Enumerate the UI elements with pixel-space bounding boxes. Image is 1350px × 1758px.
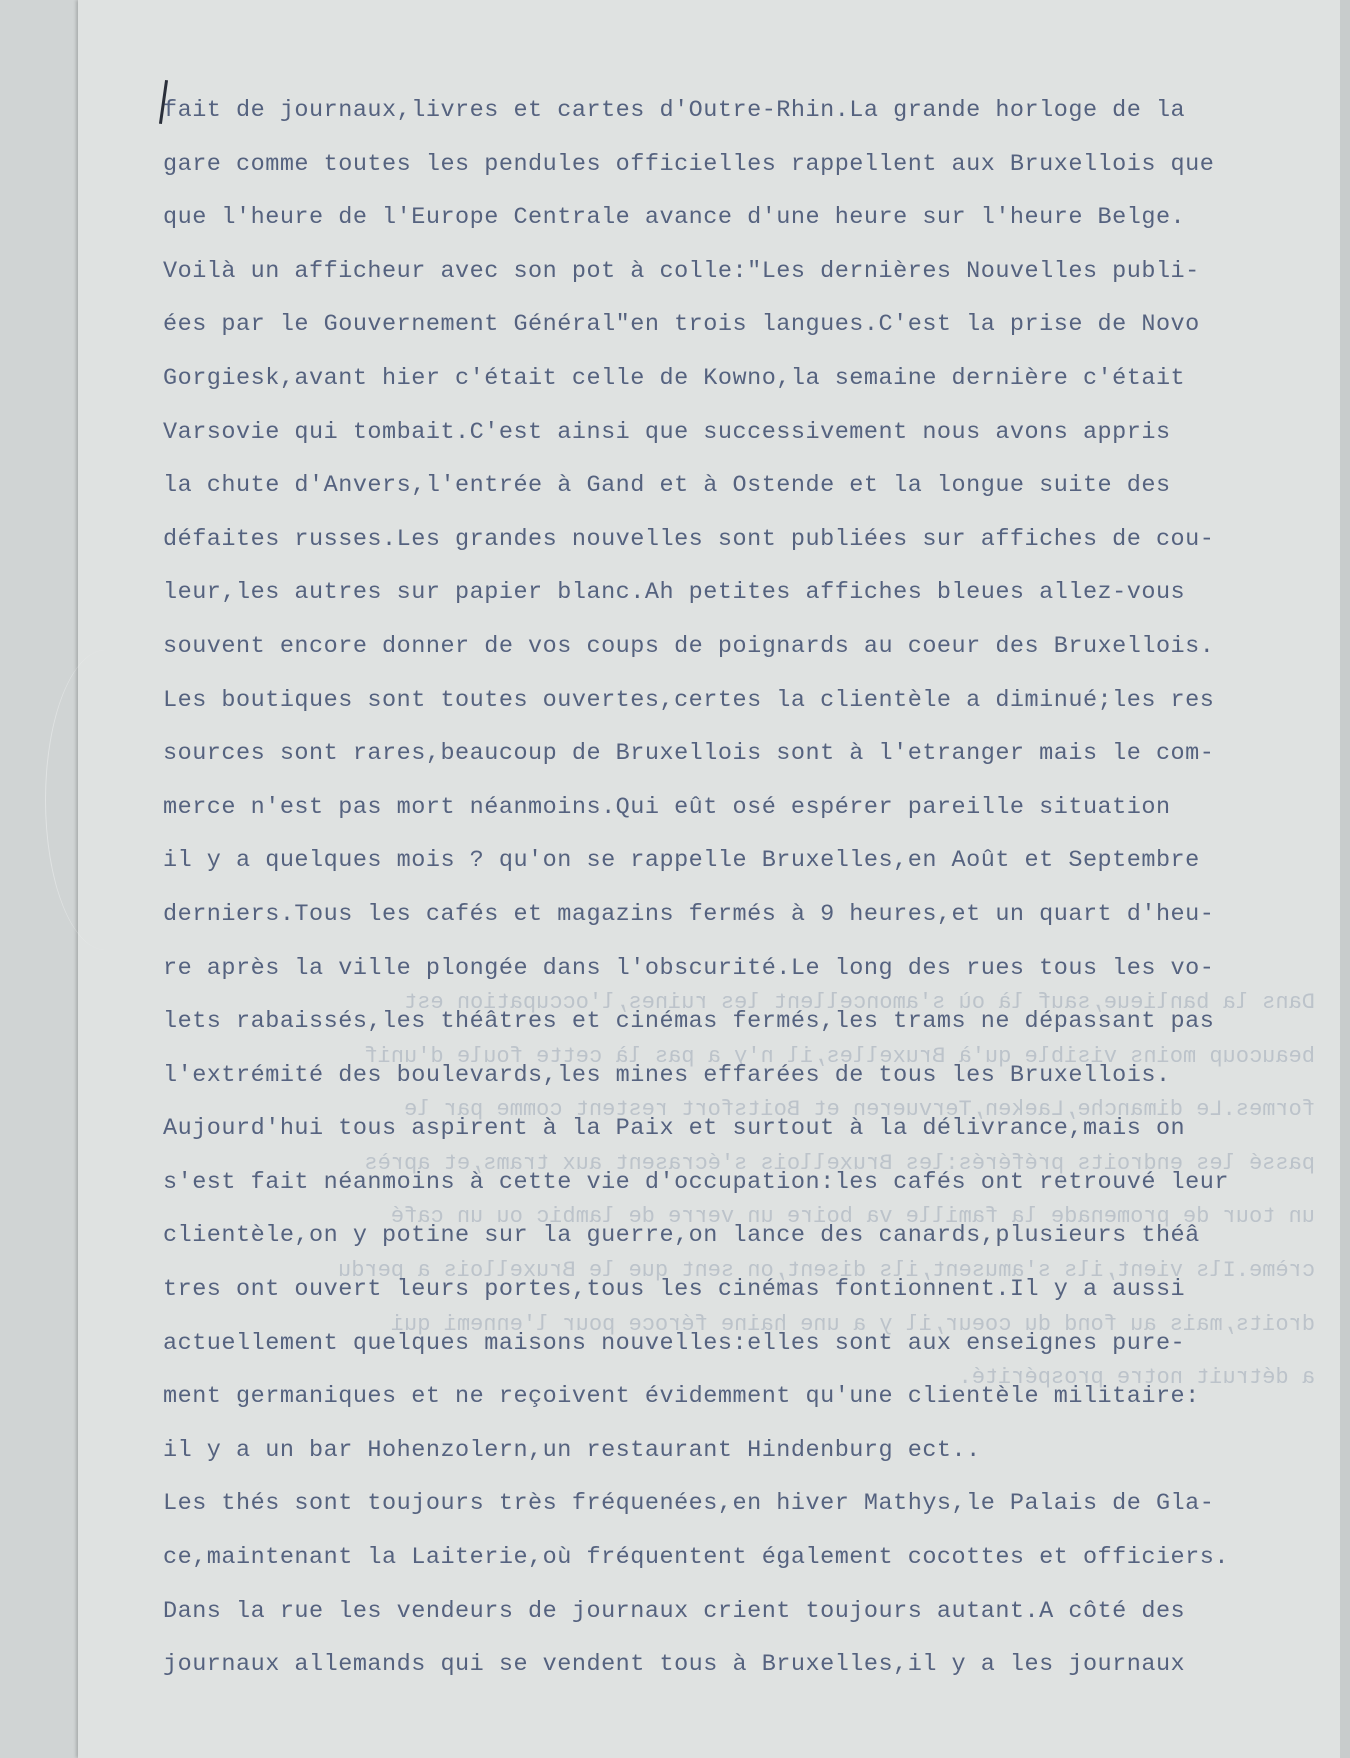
text-line: re après la ville plongée dans l'obscurité.Le long des rues tous les vo-	[163, 954, 1215, 982]
text-line: actuellement quelques maisons nouvelles:elles sont aux enseignes pure-	[163, 1329, 1186, 1357]
text-line: leur,les autres sur papier blanc.Ah petites affiches bleues allez-vous	[163, 579, 1186, 607]
text-line: la chute d'Anvers,l'entrée à Gand et à Ostende et la longue suite des	[163, 472, 1171, 500]
text-line: Les thés sont toujours très fréquenées,en hiver Mathys,le Palais de Gla-	[163, 1490, 1215, 1518]
text-line: lets rabaissés,les théâtres et cinémas fermés,les trams ne dépassant pas	[163, 1008, 1215, 1036]
text-line: Aujourd'hui tous aspirent à la Paix et surtout à la délivrance,mais on	[163, 1115, 1186, 1143]
text-line: Varsovie qui tombait.C'est ainsi que successivement nous avons appris	[163, 418, 1171, 446]
bleed-line: Dans la banlieue,sauf là où s'amoncellent les ruines,l'occupation est	[404, 990, 1315, 1015]
text-line: Les boutiques sont toutes ouvertes,certes la clientèle a diminué;les res	[163, 686, 1215, 714]
bleed-line: un tour de promenade la famille va boire un verre de lambic ou un café	[390, 1204, 1315, 1230]
bleed-line: crème.Ils vient,ils s'amusent,ils disent,on sent que le Bruxellois a perdu	[338, 1257, 1315, 1283]
text-line: ées par le Gouvernement Général"en trois langues.C'est la prise de Novo	[163, 311, 1200, 339]
text-line: Voilà un afficheur avec son pot à colle:"Les dernières Nouvelles publi-	[163, 257, 1200, 285]
text-line: souvent encore donner de vos coups de poignards au coeur des Bruxellois.	[163, 632, 1215, 660]
bleed-line: passé les endroits préférés:les Bruxellois s'écrasent aux trams,et après	[364, 1150, 1315, 1176]
typed-text-body	[163, 84, 1323, 1692]
text-line: que l'heure de l'Europe Centrale avance d'une heure sur l'heure Belge.	[163, 204, 1186, 232]
text-line: ment germaniques et ne reçoivent évidemment qu'une clientèle militaire:	[163, 1383, 1200, 1411]
bleed-line: beaucoup moins visible qu'à Bruxelles,il n'y a pas là cette foule d'unif	[364, 1043, 1315, 1069]
bleed-line: droits,mais au fond du coeur,il y a une haine féroce pour l'ennemi qui	[390, 1311, 1315, 1337]
text-line: défaites russes.Les grandes nouvelles sont publiées sur affiches de cou-	[163, 525, 1215, 553]
page-edge	[1340, 0, 1350, 1758]
text-line: sources sont rares,beaucoup de Bruxellois sont à l'etranger mais le com-	[163, 740, 1215, 768]
text-line: s'est fait néanmoins à cette vie d'occupation:les cafés ont retrouvé leur	[163, 1168, 1229, 1196]
text-line: fait de journaux,livres et cartes d'Outre-Rhin.La grande horloge de la	[163, 97, 1186, 124]
text-line: il y a un bar Hohenzolern,un restaurant Hindenburg ect..	[163, 1436, 981, 1464]
text-line: merce n'est pas mort néanmoins.Qui eût osé espérer pareille situation	[163, 793, 1171, 821]
text-line: l'extrémité des boulevards,les mines effarées de tous les Bruxellois.	[163, 1061, 1171, 1089]
paper-crease	[45, 650, 166, 950]
text-line: tres ont ouvert leurs portes,tous les cinémas fontionnent.Il y a aussi	[163, 1276, 1186, 1304]
text-line: il y a quelques mois ? qu'on se rappelle Bruxelles,en Août et Septembre	[163, 847, 1200, 875]
text-line: gare comme toutes les pendules officielles rappellent aux Bruxellois que	[163, 150, 1215, 178]
text-line: Gorgiesk,avant hier c'était celle de Kowno,la semaine dernière c'était	[163, 364, 1186, 392]
bleed-line: a détruit notre prospérité.	[958, 1365, 1315, 1391]
text-line: Dans la rue les vendeurs de journaux crient toujours autant.A côté des	[163, 1597, 1186, 1625]
text-line: derniers.Tous les cafés et magazins fermés à 9 heures,et un quart d'heu-	[163, 900, 1215, 928]
bleed-line: formes.Le dimanche,Laeken,Tervueren et Boitsfort restent comme par le	[404, 1097, 1315, 1123]
text-line: journaux allemands qui se vendent tous à Bruxelles,il y a les journaux	[163, 1651, 1186, 1679]
text-line: clientèle,on y potine sur la guerre,on lance des canards,plusieurs théâ	[163, 1222, 1200, 1250]
text-line: ce,maintenant la Laiterie,où fréquentent également cocottes et officiers.	[163, 1544, 1229, 1572]
